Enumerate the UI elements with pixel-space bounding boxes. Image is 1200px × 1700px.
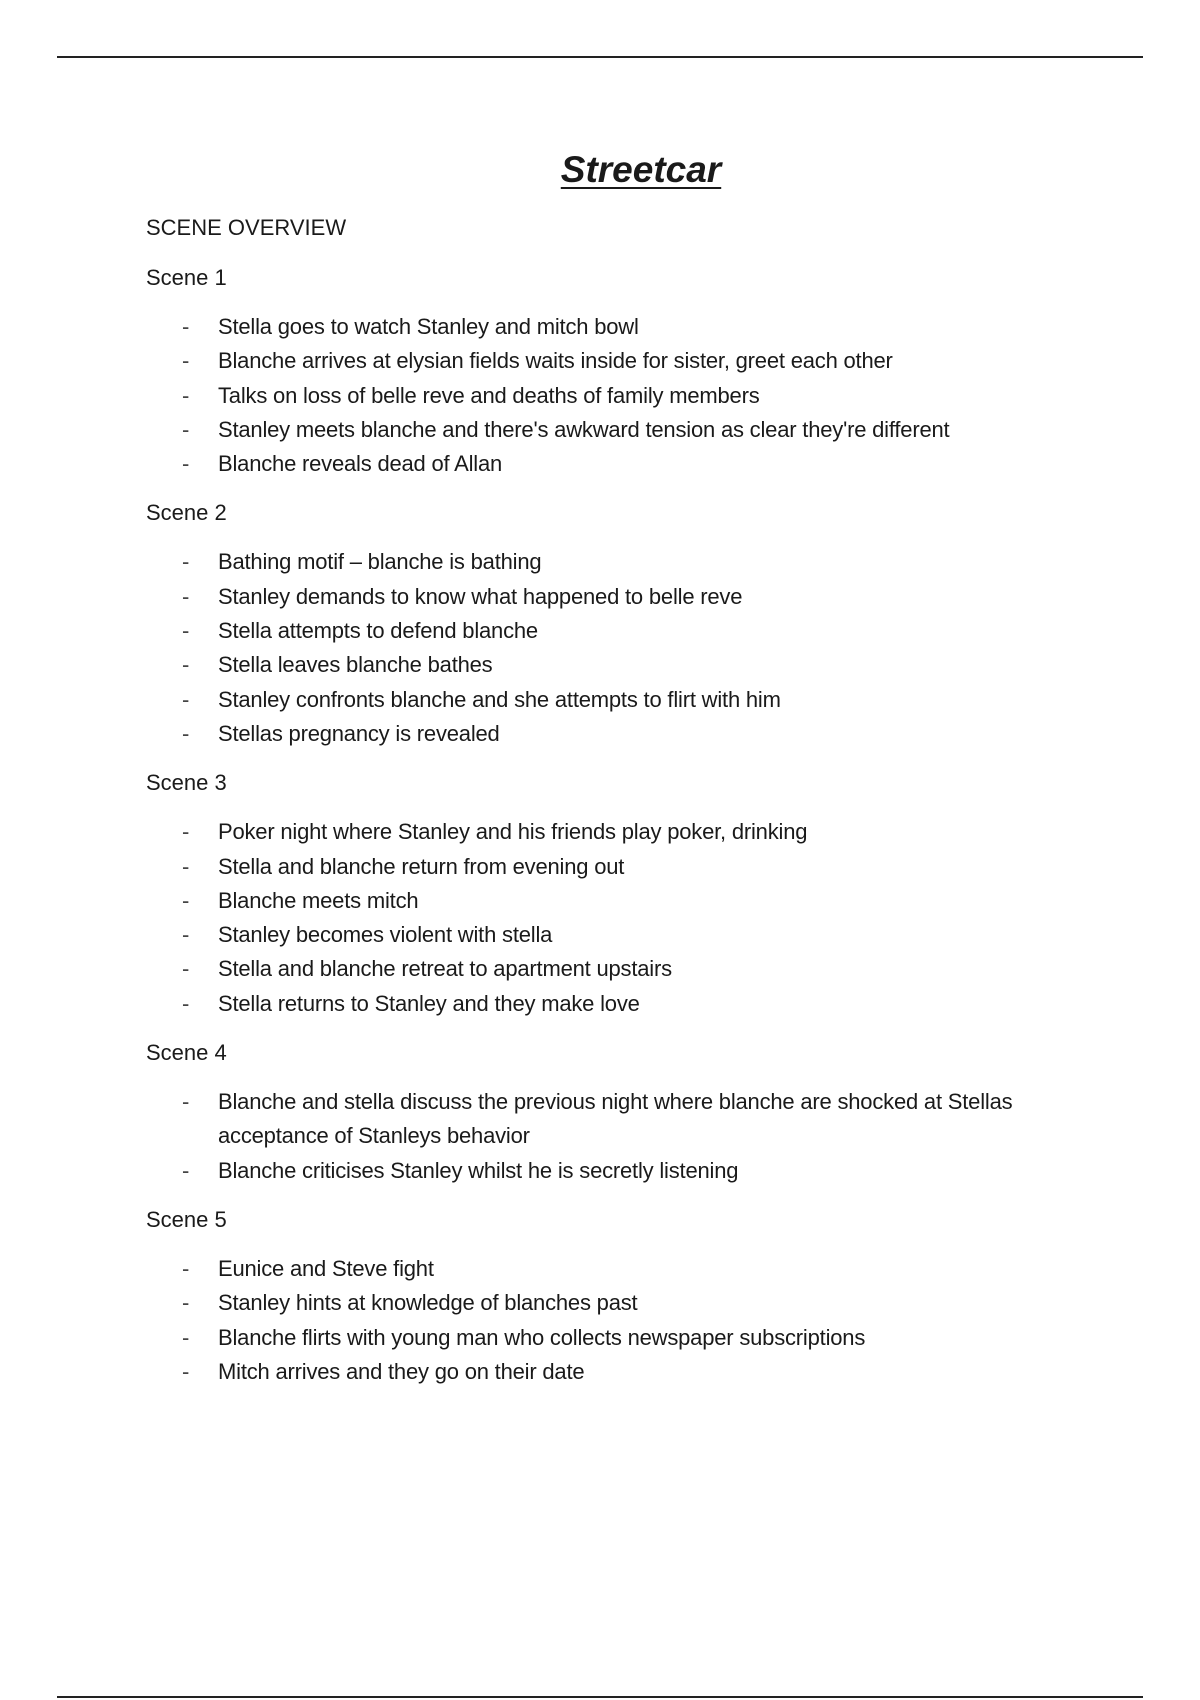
overview-heading: SCENE OVERVIEW (146, 215, 347, 240)
list-item-text: Bathing motif – blanche is bathing (218, 549, 542, 575)
scene-bullet-list (146, 1252, 1106, 1389)
list-item (146, 884, 1106, 918)
list-item (146, 344, 1106, 378)
list-item-text: Stella goes to watch Stanley and mitch bowl (218, 314, 639, 339)
list-item-text: Stellas pregnancy is revealed (218, 720, 500, 746)
list-item-text: Mitch arrives and they go on their date (218, 1358, 585, 1384)
bullet-dash: - (182, 1089, 190, 1115)
scene-heading: Scene 3 (146, 770, 227, 796)
list-item-text: Blanche meets mitch (218, 887, 419, 913)
bullet-dash: - (182, 686, 190, 712)
bullet-dash: - (182, 720, 190, 746)
list-item (146, 379, 1106, 413)
document-body (146, 146, 1106, 1405)
scene-heading: Scene 2 (146, 500, 227, 526)
bullet-dash: - (182, 819, 190, 845)
list-item (146, 1085, 1106, 1154)
list-item-text: Stanley confronts blanche and she attempts to flirt with him (218, 686, 781, 712)
scene-heading: Scene 4 (146, 1040, 227, 1066)
bullet-dash: - (182, 1255, 190, 1281)
list-item-text: Poker night where Stanley and his friends play poker, drinking (218, 819, 808, 845)
bullet-dash: - (182, 618, 190, 644)
bullet-dash: - (182, 451, 190, 477)
scene-heading: Scene 5 (146, 1206, 227, 1232)
list-item-text: Stella attempts to defend blanche (218, 618, 538, 644)
list-item (146, 952, 1106, 986)
scene-section-3 (146, 767, 1106, 1021)
list-item-text: Stanley hints at knowledge of blanches past (218, 1290, 638, 1316)
list-item-text: Stella returns to Stanley and they make love (218, 990, 640, 1016)
list-item (146, 850, 1106, 884)
list-item-text: Blanche reveals dead of Allan (218, 451, 503, 477)
bullet-dash: - (182, 1157, 190, 1183)
bullet-dash: - (182, 416, 190, 442)
bullet-dash: - (182, 382, 190, 408)
bullet-dash: - (182, 652, 190, 678)
list-item (146, 1355, 1106, 1389)
scene-list (146, 262, 1106, 1389)
scene-bullet-list (146, 545, 1106, 751)
list-item-text: Stanley meets blanche and there's awkward tension as clear they're different (218, 416, 950, 442)
top-rule (57, 56, 1143, 58)
bullet-dash: - (182, 314, 190, 339)
scene-bullet-list (146, 1085, 1106, 1188)
list-item-text: Stanley demands to know what happened to belle reve (218, 583, 743, 609)
bullet-dash: - (182, 1290, 190, 1316)
bottom-rule (57, 1696, 1143, 1698)
list-item-text: Blanche criticises Stanley whilst he is secretly listening (218, 1157, 739, 1183)
list-item (146, 815, 1106, 849)
list-item (146, 648, 1106, 682)
list-item-text: Stella and blanche retreat to apartment upstairs (218, 956, 672, 982)
list-item (146, 683, 1106, 717)
bullet-dash: - (182, 348, 190, 374)
bullet-dash: - (182, 922, 190, 948)
list-item (146, 614, 1106, 648)
list-item-text: Eunice and Steve fight (218, 1255, 434, 1281)
list-item-text: Stella leaves blanche bathes (218, 652, 493, 678)
bullet-dash: - (182, 549, 190, 575)
bullet-dash: - (182, 887, 190, 913)
bullet-dash: - (182, 853, 190, 879)
list-item-text: Stella and blanche return from evening out (218, 853, 625, 879)
bullet-dash: - (182, 956, 190, 982)
list-item (146, 310, 1106, 344)
bullet-dash: - (182, 583, 190, 609)
scene-section-4 (146, 1037, 1106, 1188)
scene-bullet-list (146, 310, 1106, 481)
document-title: Streetcar (560, 149, 722, 190)
list-item-text: Talks on loss of belle reve and deaths of family members (218, 382, 760, 408)
bullet-dash: - (182, 990, 190, 1016)
list-item-text: Stanley becomes violent with stella (218, 922, 553, 948)
list-item (146, 580, 1106, 614)
scene-section-2 (146, 497, 1106, 751)
scene-bullet-list (146, 815, 1106, 1021)
list-item (146, 987, 1106, 1021)
list-item-text: Blanche arrives at elysian fields waits inside for sister, greet each other (218, 348, 893, 374)
list-item (146, 717, 1106, 751)
list-item-text: Blanche flirts with young man who collects newspaper subscriptions (218, 1324, 866, 1350)
list-item (146, 1154, 1106, 1188)
list-item-text: Blanche and stella discuss the previous night where blanche are shocked at Stellas acceptance of Stanleys behavior (218, 1089, 1013, 1149)
scene-section-5 (146, 1204, 1106, 1389)
list-item (146, 413, 1106, 447)
scene-section-1 (146, 262, 1106, 481)
list-item (146, 1321, 1106, 1355)
list-item (146, 1286, 1106, 1320)
list-item (146, 545, 1106, 579)
bullet-dash: - (182, 1358, 190, 1384)
list-item (146, 1252, 1106, 1286)
bullet-dash: - (182, 1324, 190, 1350)
list-item (146, 447, 1106, 481)
list-item (146, 918, 1106, 952)
scene-heading: Scene 1 (146, 265, 227, 290)
